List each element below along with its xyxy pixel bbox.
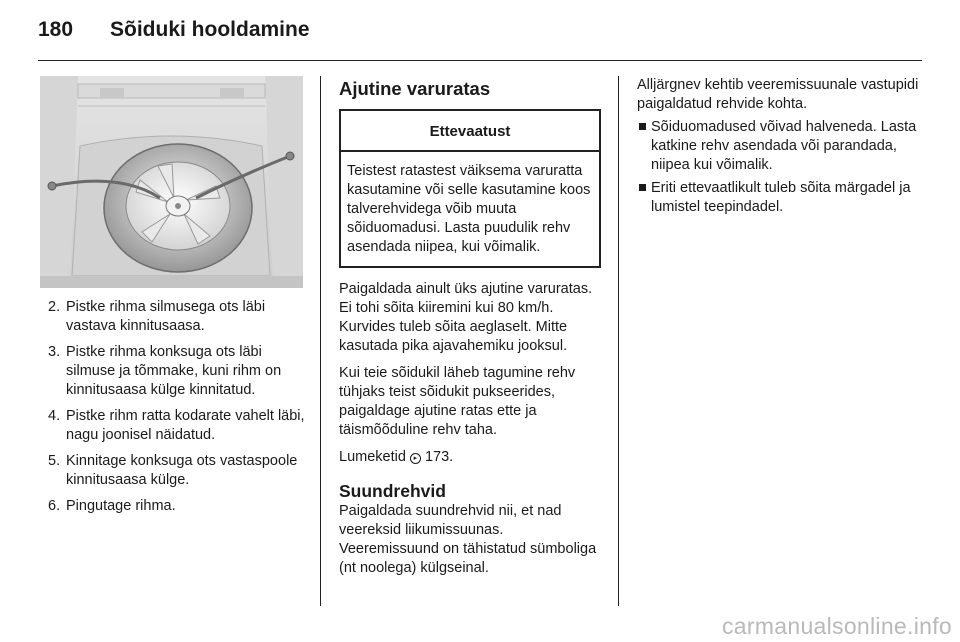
right-column (637, 76, 927, 221)
middle-column (339, 76, 603, 586)
caution-title: Ettevaatust (341, 111, 599, 152)
step-text: Pistke rihm ratta kodarate vahelt läbi, nagu joonisel näidatud. (66, 408, 305, 443)
list-item (40, 497, 306, 516)
step-text: Pistke rihma konksuga ots läbi silmuse ja tõmmake, kuni rihm on kinnitusaasa külge kinnitatud. (66, 344, 282, 398)
step-number: 2. (48, 299, 61, 315)
step-number: 4. (48, 408, 61, 424)
list-item (40, 298, 306, 336)
step-text: Pingutage rihma. (66, 498, 176, 514)
paragraph: Paigaldada ainult üks ajutine varuratas. Ei tohi sõita kiiremini kui 80 km/h. Kurvides tuleb sõita aeglaselt. Mitte kasutada pika ajavahemiku jooksul. (339, 281, 593, 354)
reference-label: Lumeketid (339, 449, 406, 465)
page-title: Sõiduki hooldamine (110, 18, 310, 41)
list-item (637, 118, 927, 175)
list-item (40, 407, 306, 445)
page-header (38, 18, 310, 48)
step-number: 5. (48, 453, 61, 469)
page-number: 180 (38, 18, 74, 41)
steps-list (40, 298, 306, 523)
column-divider-left (320, 76, 321, 606)
list-item (40, 452, 306, 490)
caution-box (339, 109, 601, 268)
header-rule (38, 60, 922, 61)
column-divider-right (618, 76, 619, 606)
section-heading: Ajutine varuratas (339, 78, 491, 99)
paragraph: Kui teie sõidukil läheb tagumine rehv tühjaks teist sõidukit pukseerides, paigaldage ajutine ratas ette ja täismõõduline rehv taha. (339, 365, 576, 438)
list-item (637, 179, 927, 217)
paragraph: Alljärgnev kehtib veeremissuunale vastupidi paigaldatud rehvide kohta. (637, 77, 919, 112)
bullet-list (637, 118, 927, 217)
spare-wheel-illustration (40, 76, 303, 288)
bullet-square-icon (639, 123, 646, 130)
spare-wheel-figure (40, 76, 303, 288)
paragraph: Paigaldada suundrehvid nii, et nad veereksid liikumissuunas. (339, 503, 562, 538)
reference-page: 173. (424, 449, 454, 465)
step-text: Pistke rihma silmusega ots läbi vastava kinnitusaasa. (66, 299, 266, 334)
arrow-reference-icon: ▸ (410, 453, 421, 464)
bullet-text: Eriti ettevaatlikult tuleb sõita märgadel ja lumistel teepindadel. (651, 180, 911, 215)
bullet-square-icon (639, 184, 646, 191)
subsection-heading: Suundrehvid (339, 481, 446, 501)
watermark: carmanualsonline.info (721, 613, 952, 639)
step-number: 3. (48, 344, 61, 360)
list-item (40, 343, 306, 400)
caution-text: Teistest ratastest väiksema varuratta kasutamine või selle kasutamine koos talverehvidega võib muuta sõiduomadusi. Lasta puudulik rehv asendada niipea, kui võimalik. (347, 163, 591, 255)
paragraph: Veeremissuund on tähistatud sümboliga (nt noolega) külgseinal. (339, 541, 597, 576)
step-text: Kinnitage konksuga ots vastaspoole kinnitusaasa külge. (66, 453, 298, 488)
cross-reference[interactable] (339, 448, 603, 467)
bullet-text: Sõiduomadused võivad halveneda. Lasta katkine rehv asendada või parandada, niipea kui võimalik. (651, 119, 917, 173)
step-number: 6. (48, 498, 61, 514)
